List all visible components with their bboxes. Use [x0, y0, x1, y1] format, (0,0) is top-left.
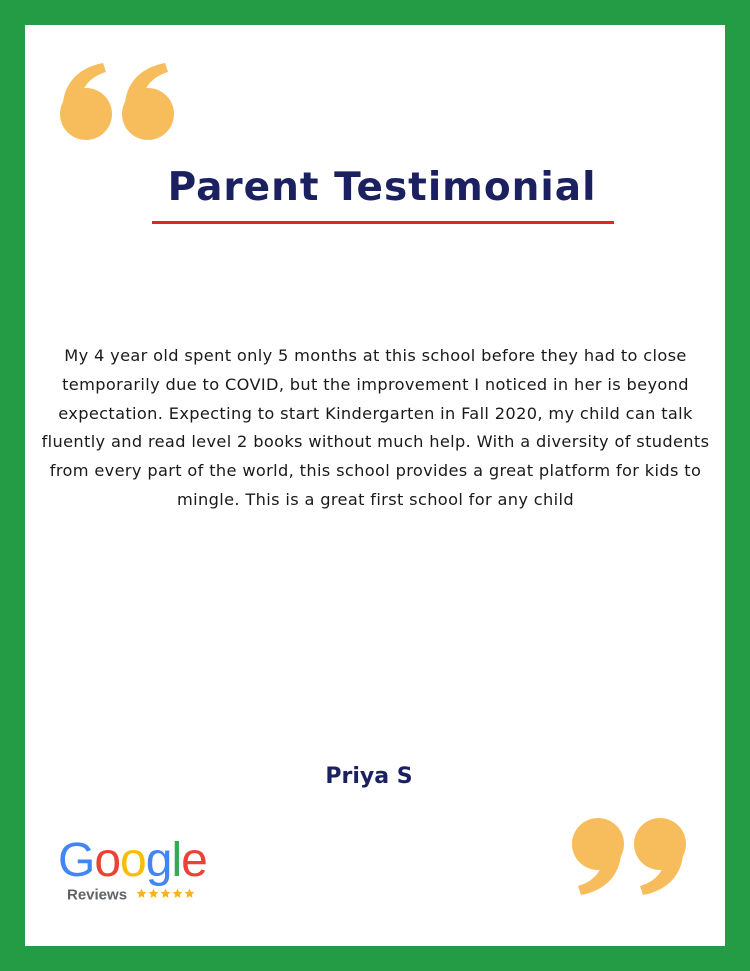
title-underline: [152, 221, 614, 224]
star-icon: [160, 888, 171, 899]
author-name: Priya S: [325, 764, 413, 789]
star-icon: [148, 888, 159, 899]
testimonial-text: My 4 year old spent only 5 months at this school before they had to close temporarily due to COVID, but the improvement I noticed in her is beyond expectation. Expecting to start Kindergarten in Fall 2020, my child can talk fluently and read level 2 books without much help. With a diversity of students from every part of the world, this school provides a great platform for kids to mingle. This is a great first school for any child: [41, 346, 710, 509]
reviews-row: [67, 886, 196, 904]
page-title: Parent Testimonial: [167, 165, 597, 210]
star-icon: [172, 888, 183, 899]
google-letter: o: [120, 834, 146, 887]
testimonial-card: [25, 25, 725, 946]
google-letter: o: [94, 834, 121, 887]
open-quote-icon: [59, 62, 175, 142]
star-icon: [184, 888, 195, 899]
google-letter: l: [171, 834, 182, 887]
google-letter: e: [181, 834, 207, 887]
google-reviews-badge: [58, 833, 228, 913]
google-letter: g: [145, 834, 172, 887]
google-letter: G: [58, 834, 95, 887]
close-quote-icon: [571, 816, 687, 896]
star-icon: [136, 888, 147, 899]
reviews-label: Reviews: [67, 886, 128, 904]
google-logo: [58, 833, 207, 889]
star-rating: [136, 886, 196, 904]
